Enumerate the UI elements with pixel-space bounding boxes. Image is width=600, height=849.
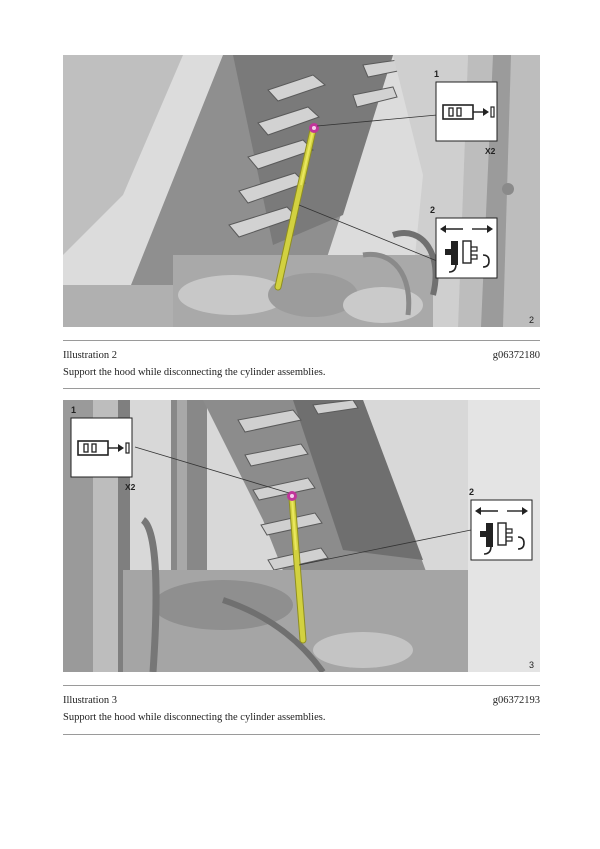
- illustration-3-image: [63, 400, 540, 672]
- divider: [63, 340, 540, 341]
- disconnect-cylinder-icon: [471, 500, 532, 560]
- caption-code: g06372180: [492, 350, 540, 361]
- divider: [63, 685, 540, 686]
- caption-description: Support the hood while disconnecting the cylinder assemblies.: [63, 367, 326, 378]
- disconnect-cylinder-icon: [436, 218, 497, 278]
- callout-2-number: 2: [469, 487, 475, 497]
- divider: [63, 388, 540, 389]
- callout-1-sublabel: X2: [125, 482, 136, 492]
- caption-code: g06372193: [492, 695, 540, 706]
- callout-1-number: 1: [71, 405, 77, 415]
- callout-1-number: 1: [434, 69, 440, 79]
- divider: [63, 734, 540, 735]
- figure-number: 3: [529, 660, 535, 670]
- caption-description: Support the hood while disconnecting the cylinder assemblies.: [63, 712, 326, 723]
- release-latch-icon: [71, 418, 132, 477]
- figure-number: 2: [529, 315, 535, 325]
- caption-label: Illustration 2: [63, 350, 117, 361]
- caption-label: Illustration 3: [63, 695, 117, 706]
- callout-1-sublabel: X2: [485, 146, 496, 156]
- release-latch-icon: [436, 82, 497, 141]
- callout-2-number: 2: [430, 205, 436, 215]
- illustration-2-image: [63, 55, 540, 327]
